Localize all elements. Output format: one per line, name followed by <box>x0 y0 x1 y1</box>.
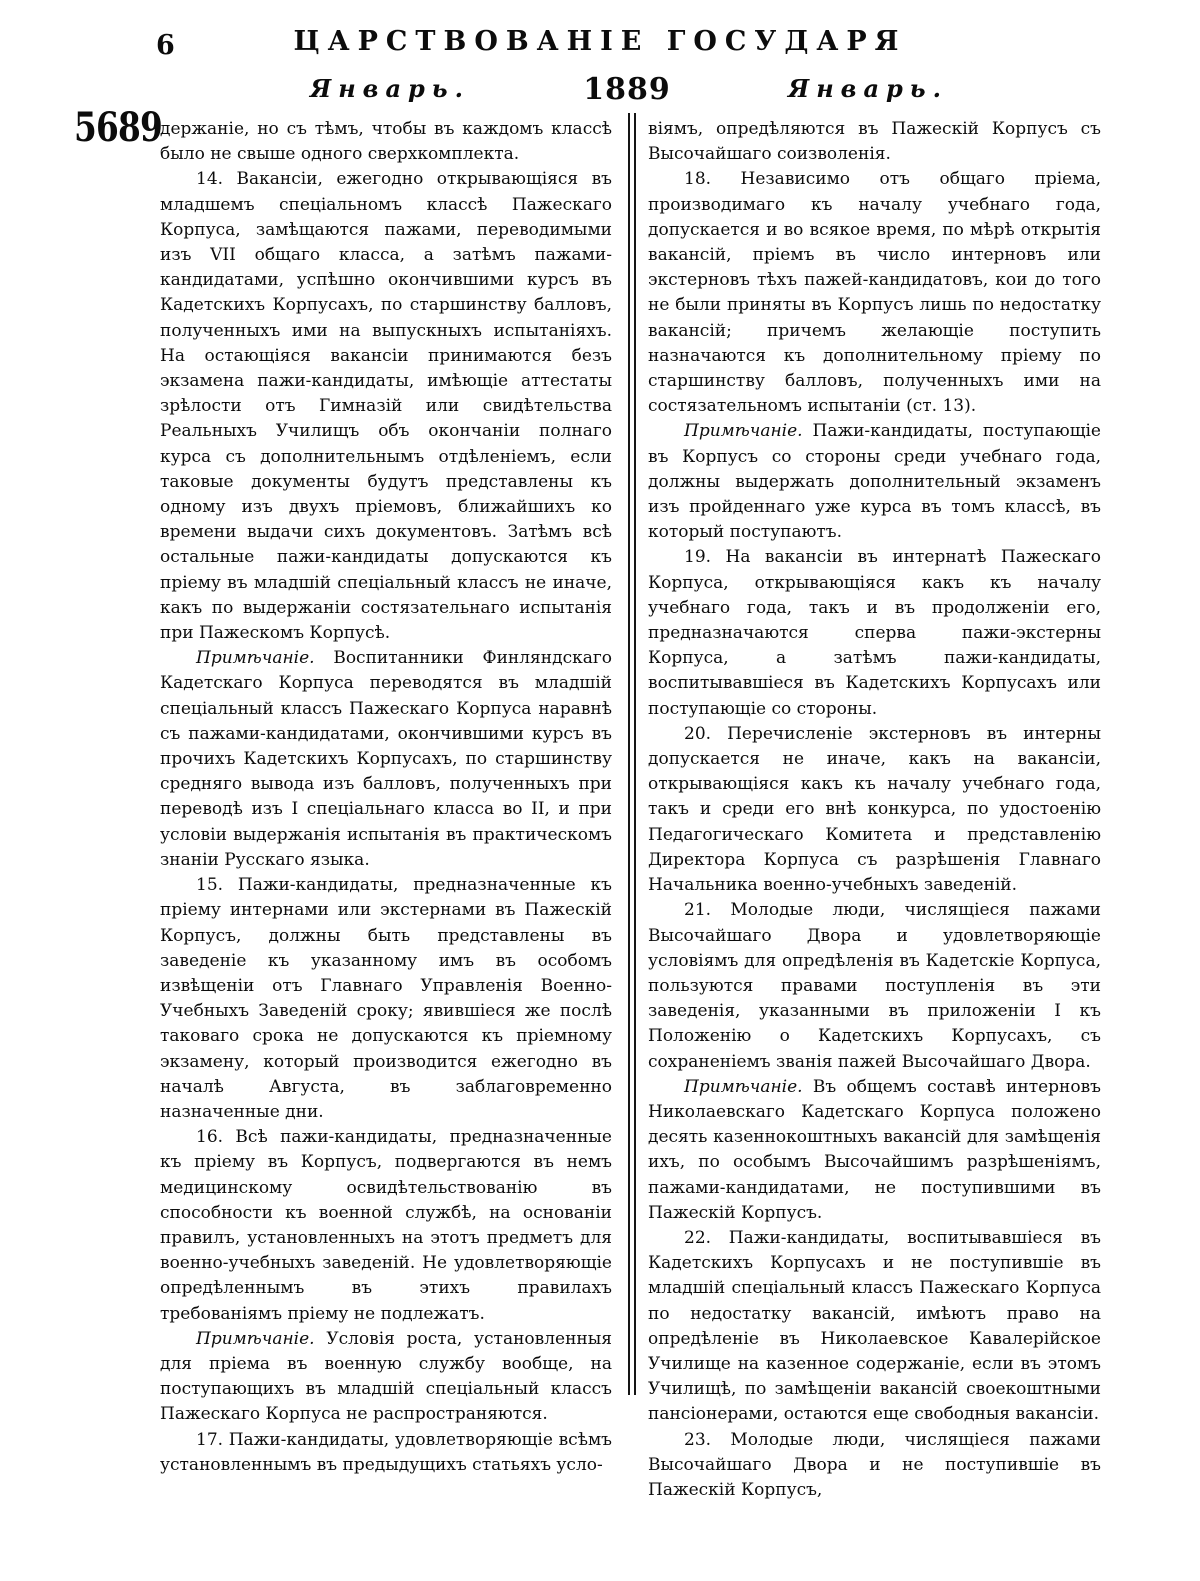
note-lead: Примѣчаніе. <box>684 1076 803 1097</box>
article-23: 23. Молодые люди, числящіеся пажами Высочайшаго Двора и не поступившіе въ Пажескій Корпусъ, <box>648 1429 1101 1500</box>
article-22: 22. Пажи-кандидаты, воспитывавшіеся въ Кадетскихъ Корпусахъ и не поступившіе въ младшій спеціальный классъ Пажескаго Корпуса по недостатку вакансій, имѣютъ право на опредѣленіе въ Николаевское Кавалерійское Училище на казенное содержаніе, если въ этомъ Училищѣ, по замѣщеніи вакансій своекоштными пансіонерами, остаются еще свободныя вакансіи. <box>648 1227 1101 1425</box>
note-after-article-21: Примѣчаніе. Въ общемъ составѣ интерновъ Николаевскаго Кадетскаго Корпуса положено десять казеннокоштныхъ вакансій для замѣщенія ихъ, по особымъ Высочайшимъ разрѣшеніямъ, пажами-кандидатами, не поступившими въ Пажескій Корпусъ. <box>648 1076 1102 1223</box>
page-number: 6 <box>156 30 175 61</box>
note-lead: Примѣчаніе. <box>196 648 315 669</box>
article-17: 17. Пажи-кандидаты, удовлетворяющіе всѣмъ установленнымъ въ предыдущихъ статьяхъ усло- <box>160 1429 612 1475</box>
header-month-left: Январь. <box>310 74 470 103</box>
article-14: 14. Вакансіи, ежегодно открывающіяся въ младшемъ спеціальномъ классѣ Пажескаго Корпуса, замѣщаются пажами, переводимыми изъ VII общаго класса, а затѣмъ пажами-кандидатами, успѣшно окончившими курсъ въ Кадетскихъ Корпусахъ, по старшинству балловъ, полученныхъ ими на выпускныхъ испытаніяхъ. На остающіяся вакансіи принимаются безъ экзамена пажи-кандидаты, имѣющіе аттестаты зрѣлости отъ Гимназій или свидѣтельства Реальныхъ Училищъ объ окончаніи полнаго курса съ дополнительнымъ отдѣленіемъ, если таковые документы будутъ представлены къ одному изъ двухъ пріемовъ, ближайшихъ ко времени выдачи сихъ документовъ. Затѣмъ всѣ остальные пажи-кандидаты допускаются къ пріему въ младшій спеціальный классъ не иначе, какъ по выдержаніи состязательнаго испытанія при Пажескомъ Корпусѣ. <box>160 169 612 644</box>
article-16: 16. Всѣ пажи-кандидаты, предназначенные къ пріему въ Корпусъ, подвергаются въ немъ медицинскому освидѣтельствованію въ способности къ военной службѣ, на основаніи правилъ, установленныхъ на этотъ предметъ для военно-учебныхъ заведеній. Не удовлетворяющіе опредѣленнымъ въ этихъ правилахъ требованіямъ пріему не подлежатъ. <box>160 1127 612 1324</box>
left-column <box>160 117 612 1478</box>
article-20: 20. Перечисленіе экстерновъ въ интерны допускается не иначе, какъ на вакансіи, открывающіяся какъ къ началу учебнаго года, такъ и среди его внѣ конкурса, по удостоенію Педагогическаго Комитета и представленію Директора Корпуса съ разрѣшенія Главнаго Начальника военно-учебныхъ заведеній. <box>648 723 1101 896</box>
note-lead: Примѣчаніе. <box>684 421 803 442</box>
right-column <box>648 117 1101 1503</box>
header-month-right: Январь. <box>788 74 948 103</box>
article-15: 15. Пажи-кандидаты, предназначенные къ пріему интернами или экстернами въ Пажескій Корпусъ, должны быть представлены въ заведеніе къ указанному имъ въ особомъ извѣщеніи отъ Главнаго Управленія Военно-Учебныхъ Заведеній сроку; явившіеся же послѣ таковаго срока не допускаются къ пріемному экзамену, который производится ежегодно въ началѣ Августа, въ заблаговременно назначенные дни. <box>160 875 612 1122</box>
note-lead: Примѣчаніе. <box>196 1328 315 1349</box>
article-21: 21. Молодые люди, числящіеся пажами Высочайшаго Двора и удовлетворяющіе условіямъ для опредѣленія въ Кадетскіе Корпуса, пользуются правами поступленія въ эти заведенія, указанными въ приложеніи I къ Положенію о Кадетскихъ Корпусахъ, съ сохраненіемъ званія пажей Высочайшаго Двора. <box>648 900 1101 1072</box>
note-after-article-18: Примѣчаніе. Пажи-кандидаты, поступающіе въ Корпусъ со стороны среди учебнаго года, должны выдержать дополнительный экзаменъ изъ пройденнаго уже курса въ томъ классѣ, въ который поступаютъ. <box>648 421 1101 543</box>
header-year: 1889 <box>583 72 671 107</box>
continuation-paragraph: держаніе, но съ тѣмъ, чтобы въ каждомъ классѣ было не свыше одного сверхкомплекта. <box>160 119 612 165</box>
note-after-article-14: Примѣчаніе. Воспитанники Финляндскаго Кадетскаго Корпуса переводятся въ младшій спеціальный классъ Пажескаго Корпуса наравнѣ съ пажами-кандидатами, окончившими курсъ въ прочихъ Кадетскихъ Корпусахъ, по старшинству средняго вывода изъ балловъ, полученныхъ при переводѣ изъ I спеціальнаго класса во II, и при условіи выдержанія испытанія въ практическомъ знаніи Русскаго языка. <box>160 648 612 870</box>
article-19: 19. На вакансіи въ интернатѣ Пажескаго Корпуса, открывающіяся какъ къ началу учебнаго года, такъ и въ продолженіи его, предназначаются сперва пажи-экстерны Корпуса, а затѣмъ пажи-кандидаты, воспитывавшіеся въ Кадетскихъ Корпусахъ или поступающіе со стороны. <box>648 547 1101 719</box>
note-after-article-16: Примѣчаніе. Условія роста, установленныя для пріема въ военную службу вообще, на поступающихъ въ младшій спеціальный классъ Пажескаго Корпуса не распространяются. <box>160 1328 612 1425</box>
running-title: ЦАРСТВОВАНІЕ ГОСУДАРЯ <box>293 26 907 57</box>
act-number-margin: 5689 <box>74 104 163 151</box>
article-17-continuation: віямъ, опредѣляются въ Пажескій Корпусъ съ Высочайшаго соизволенія. <box>648 119 1101 165</box>
article-18: 18. Независимо отъ общаго пріема, производимаго къ началу учебнаго года, допускается и во всякое время, по мѣрѣ открытія вакансій, пріемъ въ число интерновъ или экстерновъ тѣхъ пажей-кандидатовъ, кои до того не были приняты въ Корпусъ лишь по недостатку вакансій; причемъ желающіе поступить назначаются къ дополнительному пріему по старшинству балловъ, полученныхъ ими на состязательномъ испытаніи (ст. 13). <box>648 169 1101 417</box>
column-divider <box>628 113 636 1395</box>
